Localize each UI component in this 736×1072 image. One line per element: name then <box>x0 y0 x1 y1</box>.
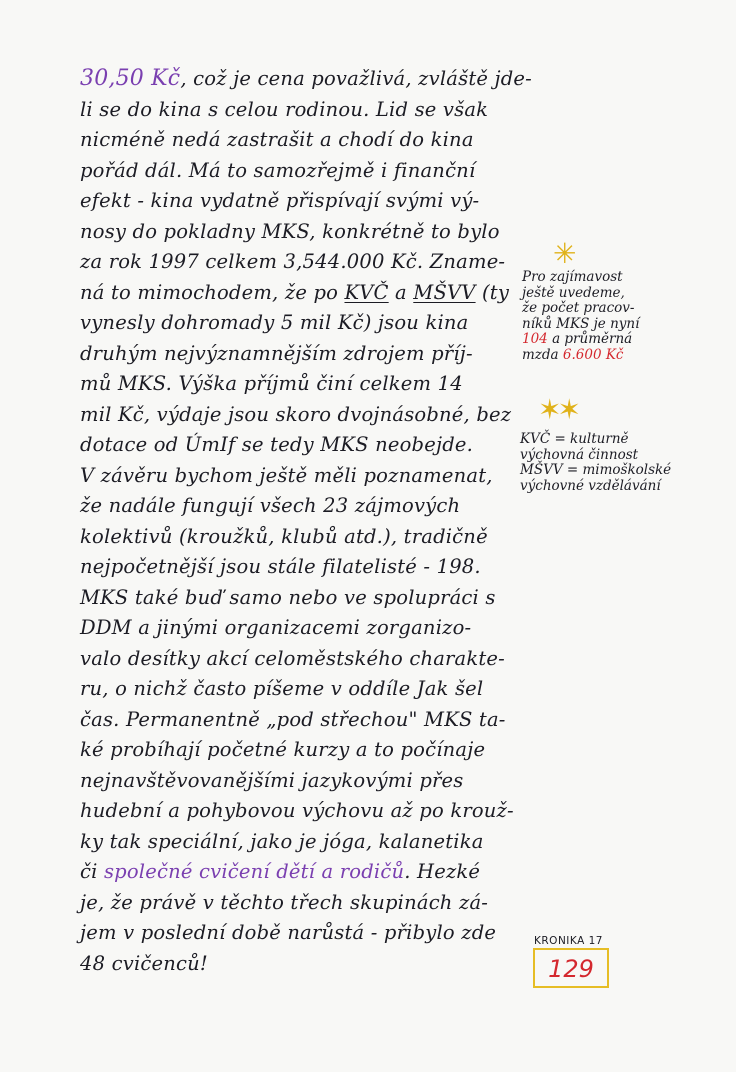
text-line: je, že právě v těchto třech skupinách zá- <box>80 890 489 914</box>
highlighted-activity: společné cvičení dětí a rodičů <box>103 860 405 883</box>
page-number-box <box>533 948 609 988</box>
text-line: hudební a pohybovou výchovu až po krouž- <box>80 799 514 822</box>
text-line: jem v poslední době narůstá - přibylo zde <box>80 921 497 944</box>
note-line: výchovné vzdělávání <box>520 477 661 494</box>
note-line: mzda 6.600 Kč <box>522 346 624 363</box>
text-line: efekt - kina vydatně přispívají svými vý- <box>80 189 480 212</box>
text-line: 30,50 Kč, což je cena považlivá, zvláště jde- <box>80 66 532 91</box>
text-line: ná to mimochodem, že po KVČ a MŠVV (ty <box>80 280 510 304</box>
note-line: ještě uvedeme, <box>522 284 625 301</box>
note-line: MŠVV = mimoškolské <box>520 462 672 478</box>
text-line: že nadále fungují všech 23 zájmových <box>80 494 461 517</box>
text-line: valo desítky akcí celoměstského charakte- <box>80 646 505 670</box>
average-salary: 6.600 Kč <box>562 346 624 363</box>
text-line: vynesly dohromady 5 mil Kč) jsou kina <box>80 311 469 334</box>
text-line: V závěru bychom ještě měli poznamenat, <box>80 463 493 487</box>
note-line: níků MKS je nyní <box>522 315 640 332</box>
text-line: nosy do pokladny MKS, konkrétně to bylo <box>80 219 500 243</box>
page-number: 129 <box>548 955 594 983</box>
text-line: nejnavštěvovanějšími jazykovými přes <box>80 768 464 792</box>
employee-count: 104 <box>522 331 548 347</box>
text-line: ru, o nichž často píšeme v oddíle Jak šel <box>80 677 484 700</box>
text-line: kolektivů (kroužků, klubů atd.), tradičně <box>80 524 488 548</box>
chronicle-label: KRONIKA 17 <box>534 935 603 947</box>
note-line: Pro zajímavost <box>522 269 623 285</box>
text-line: či společné cvičení dětí a rodičů. Hezké <box>80 860 481 883</box>
text-line: nicméně nedá zastrašit a chodí do kina <box>80 128 474 151</box>
text-line: čas. Permanentně „pod střechou" MKS ta- <box>80 707 506 731</box>
highlighted-price: 30,50 Kč <box>80 66 181 91</box>
abbrev-kvc-marked: KVČ <box>344 280 389 304</box>
text-line: za rok 1997 celkem 3,544.000 Kč. Zname- <box>80 250 506 273</box>
text-line: dotace od ÚmIf se tedy MKS neobejde. <box>80 433 474 456</box>
text-line: mil Kč, výdaje jsou skoro dvojnásobné, bez <box>80 402 512 426</box>
text-line: MKS také buď samo nebo ve spolupráci s <box>80 585 496 609</box>
text-line: ké probíhají početné kurzy a to počínaje <box>80 738 486 761</box>
text-line: li se do kina s celou rodinou. Lid se však <box>80 97 489 121</box>
margin-note-employees <box>522 270 722 363</box>
text-line: mů MKS. Výška příjmů činí celkem 14 <box>80 372 463 395</box>
text-line: DDM a jinými organizacemi zorganizo- <box>80 616 472 639</box>
note-line: výchovná činnost <box>520 446 639 463</box>
margin-note-abbreviations <box>520 432 730 494</box>
text-line: druhým nejvýznamnějším zdrojem příj- <box>80 341 473 365</box>
text-line: ky tak speciální, jako je jóga, kalanetika <box>80 829 484 853</box>
note-line: KVČ = kulturně <box>520 431 629 447</box>
abbrev-msvv-marked: MŠVV <box>413 280 476 304</box>
main-handwritten-text <box>80 64 540 979</box>
note-line: 104 a průměrná <box>522 331 633 347</box>
note-line: že počet pracov- <box>522 300 635 316</box>
asterisk-star-icon: ✳ <box>553 237 577 270</box>
text-line: nejpočetnější jsou stále filatelisté - 198. <box>80 555 481 578</box>
text-line: 48 cvičenců! <box>80 951 208 975</box>
double-star-icon: ✶✶ <box>538 393 577 426</box>
text-line: pořád dál. Má to samozřejmě i finanční <box>80 158 476 182</box>
